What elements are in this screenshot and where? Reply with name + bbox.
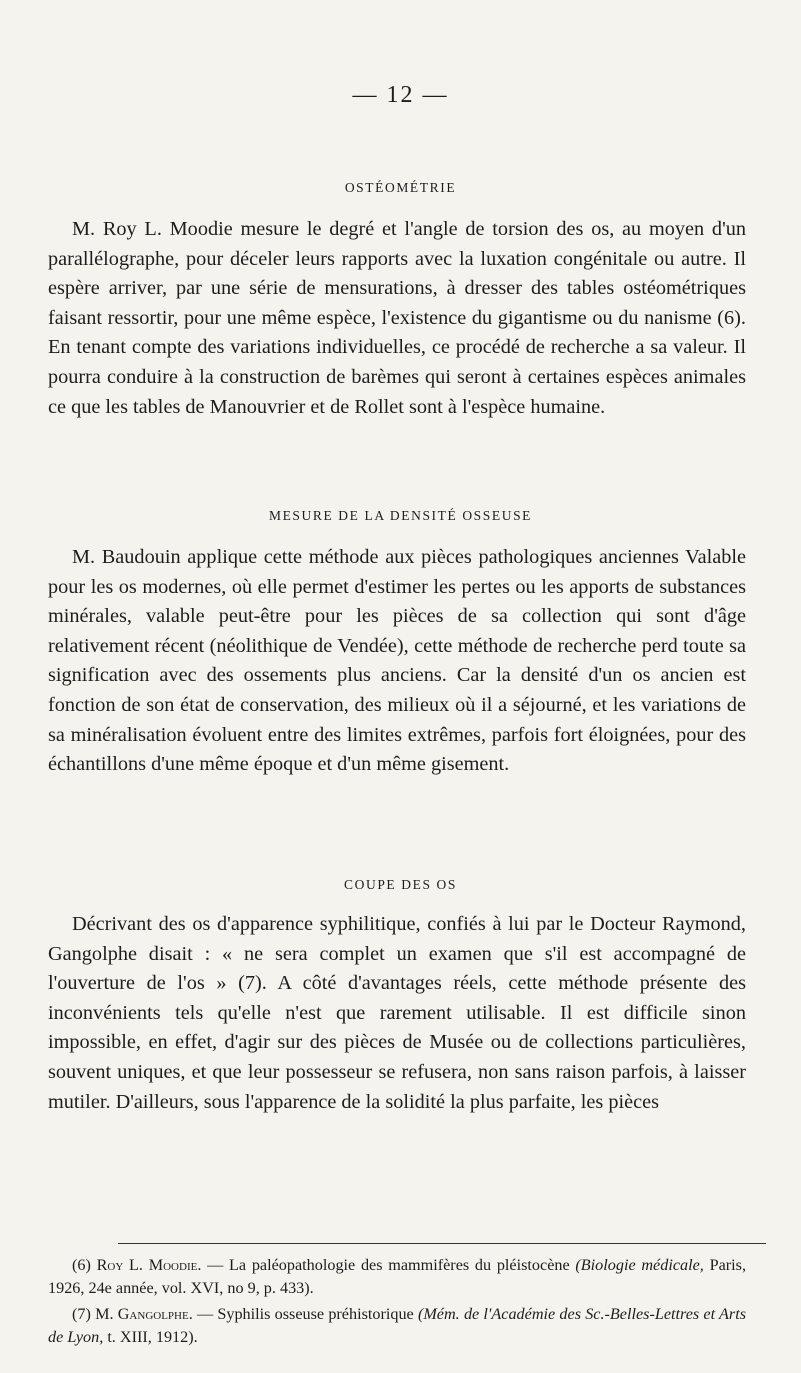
footnote-text: — La paléopathologie des mammifères du pléistocène [201,1256,576,1274]
footnote-text: — Syphilis osseuse préhistorique [192,1305,418,1323]
footnote-details: t. XIII, 1912). [103,1328,198,1346]
footnote-number: (7) [72,1305,91,1323]
section-heading-densite-osseuse: MESURE DE LA DENSITÉ OSSEUSE [268,508,533,523]
footnote-7 [48,1303,746,1349]
footnote-source: (Biologie médicale, [575,1256,704,1274]
footnote-6 [48,1254,746,1300]
footnote-details: Paris, 1926, 24e année, vol. XVI, no 9, p. 433). [48,1256,747,1297]
paragraph-osteometrie: M. Roy L. Moodie mesure le degré et l'angle de torsion des os, au moyen d'un parallélographe, pour déceler leurs rapports avec la luxation congénitale ou autre. Il espère arriver, par une série de mensurations, à dresser des tables ostéométriques faisant ressortir, pour une même espèce, l'existence du gigantisme ou du nanisme (6). En tenant compte des variations individuelles, ce procédé de recherche a sa valeur. Il pourra conduire à la construction de barèmes qui seront à certaines espèces animales ce que les tables de Manouvrier et de Rollet sont à l'espèce humaine. [48,218,746,418]
footnote-author: Roy L. Moodie. [96,1256,202,1274]
paragraph-coupe-des-os: Décrivant des os d'apparence syphilitique, confiés à lui par le Docteur Raymond, Gangolphe disait : « ne sera complet un examen que s'il est accompagné de l'ouverture de l'os » (7). A côté d'avantages réels, cette méthode présente des inconvénients tels qu'elle n'est que rarement utilisable. Il est difficile sinon impossible, en effet, d'agir sur des pièces de Musée ou de collections particulières, souvent uniques, et que leur possesseur se refusera, non sans raison parfois, à laisser mutiler. D'ailleurs, sous l'apparence de la solidité la plus parfaite, les pièces [48,913,746,1113]
footnote-rule [118,1243,766,1244]
paragraph-densite-osseuse: M. Baudouin applique cette méthode aux pièces pathologiques anciennes Valable pour les os modernes, où elle permet d'estimer les pertes ou les apports de substances minérales, valable peut-être pour les pièces de sa collection qui sont d'âge relativement récent (néolithique de Vendée), cette méthode de recherche perd toute sa signification avec des ossements plus anciens. Car la densité d'un os ancien est fonction de son état de conservation, des milieux où il a séjourné, et les variations de sa minéralisation évoluent entre des limites extrêmes, parfois fort éloignées, pour des échantillons d'une même époque et d'un même gisement. [48,546,746,776]
footnote-number: (6) [72,1256,91,1274]
page-number: — 12 — [352,82,449,108]
footnote-author: M. Gangolphe. [95,1305,193,1323]
section-heading-osteometrie: OSTÉOMÉTRIE [344,180,457,195]
section-heading-coupe-des-os: COUPE DES OS [344,877,457,892]
footnote-source: (Mém. de l'Académie des Sc.-Belles-Lettres et Arts de Lyon, [48,1305,747,1346]
